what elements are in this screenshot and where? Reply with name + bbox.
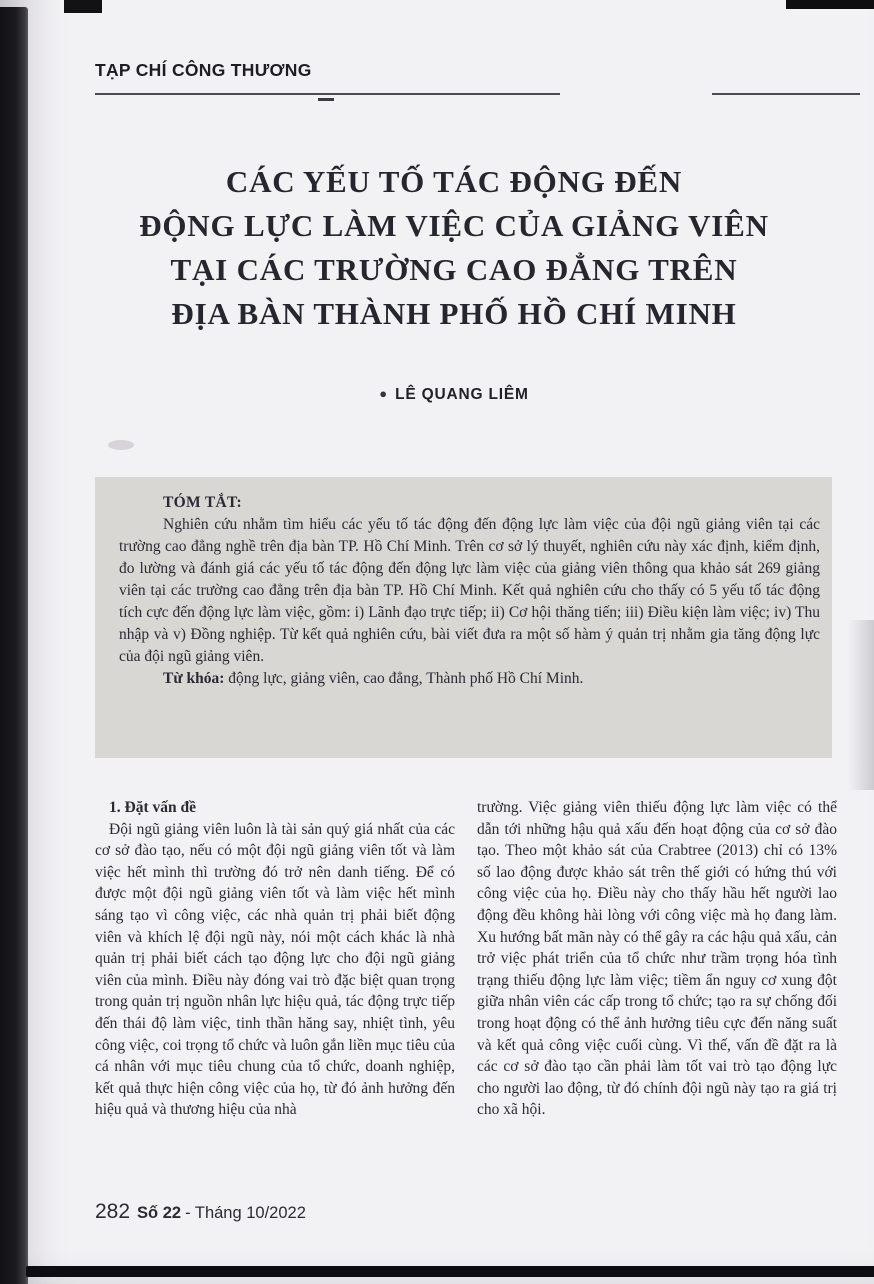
keywords-text: động lực, giảng viên, cao đẳng, Thành phố Hồ Chí Minh.: [224, 670, 584, 687]
journal-name: TẠP CHÍ CÔNG THƯƠNG: [95, 60, 312, 80]
header-rule-left: [95, 93, 560, 95]
author-name: LÊ QUANG LIÊM: [395, 386, 529, 403]
article-title-line-2: ĐỘNG LỰC LÀM VIỆC CỦA GIẢNG VIÊN: [139, 208, 769, 243]
abstract-keywords-line: [119, 668, 820, 690]
article-title: [62, 160, 846, 336]
body-column-left: [95, 797, 455, 1121]
header-rule-dash: [318, 98, 334, 101]
scan-smudge-right: [848, 620, 874, 790]
section-1-heading: 1. Đặt vấn đề: [109, 799, 196, 816]
scan-artifact-top-right: [786, 0, 874, 9]
body-paragraph-right: trường. Việc giảng viên thiếu động lực làm việc có thể dẫn tới những hậu quả xấu đến hoạt động của cơ sở đào tạo. Theo một khảo sát của Crabtree (2013) chỉ có 13% số lao động được khảo sát trên thế giới có hứng thú với công việc của họ. Điều này cho thấy hầu hết người lao động đều không hài lòng với công việc mà họ đang làm. Xu hướng bất mãn này có thể gây ra các hậu quả xấu, cản trở việc phát triển của tổ chức như trầm trọng hóa tình trạng thiếu động lực làm việc; tiềm ẩn nguy cơ xung đột giữa nhân viên các cấp trong tổ chức; tạo ra sự chống đối trong hoạt động có thể ảnh hưởng tiêu cực đến năng suất và kết quả công việc cuối cùng. Vì thế, vấn đề đặt ra là các cơ sở đào tạo cần phải làm tốt vai trò tạo động lực cho người lao động, từ đó chính đội ngũ này tạo ra giá trị cho xã hội.: [477, 799, 837, 1119]
page-number: 282: [95, 1200, 131, 1223]
article-title-line-4: ĐỊA BÀN THÀNH PHỐ HỒ CHÍ MINH: [171, 296, 737, 331]
scan-artifact-bottom-bar: [26, 1266, 874, 1277]
header-rule-right: [712, 93, 860, 95]
abstract-box: [95, 477, 832, 758]
abstract-heading: TÓM TẮT:: [163, 494, 242, 511]
body-paragraph-left: Đội ngũ giảng viên luôn là tài sản quý giá nhất của các cơ sở đào tạo, nếu có một đội ngũ giảng viên tốt và làm việc hết mình thì trường đó trở nên danh tiếng. Để có được một đội ngũ giảng viên tốt và làm việc hết mình sáng tạo vì công việc, các nhà quản trị phải biết động viên và khích lệ đội ngũ này, nói một cách khác là nhà quản trị phải biết cách tạo động lực cho đội ngũ giảng viên của mình. Điều này đóng vai trò đặc biệt quan trọng trong quản trị nguồn nhân lực hiệu quả, tác động trực tiếp đến thái độ làm việc, tinh thần hăng say, nhiệt tình, yêu công việc, coi trọng tổ chức và luôn gắn liền mục tiêu của cá nhân với mục tiêu chung của tổ chức, doanh nghiệp, kết quả thực hiện công việc của họ, từ đó ảnh hưởng đến hiệu quả và thương hiệu của nhà: [95, 820, 455, 1119]
scan-artifact-top-left: [64, 0, 102, 13]
keywords-label: Từ khóa:: [163, 670, 225, 687]
book-spine-edge: [0, 7, 28, 1284]
author-row: [62, 386, 846, 404]
article-title-line-3: TẠI CÁC TRƯỜNG CAO ĐẲNG TRÊN: [170, 252, 738, 287]
author-bullet-icon: ●: [379, 386, 388, 401]
page-footer: [95, 1200, 306, 1224]
article-body: [95, 797, 838, 1121]
issue-label: Số 22: [137, 1204, 182, 1222]
article-title-line-1: CÁC YẾU TỐ TÁC ĐỘNG ĐẾN: [225, 164, 683, 199]
issue-date: - Tháng 10/2022: [185, 1204, 306, 1222]
body-column-right: [477, 797, 837, 1121]
scan-smudge-small: [108, 440, 134, 450]
abstract-body: Nghiên cứu nhằm tìm hiểu các yếu tố tác động đến động lực làm việc của đội ngũ giảng viên tại các trường cao đẳng nghề trên địa bàn TP. Hồ Chí Minh. Trên cơ sở lý thuyết, nghiên cứu này xác định, kiểm định, đo lường và đánh giá các yếu tố tác động đến động lực làm việc của giảng viên thông qua khảo sát 269 giảng viên tại các trường cao đẳng trên địa bàn TP. Hồ Chí Minh. Kết quả nghiên cứu cho thấy có 5 yếu tố tác động tích cực đến động lực làm việc, gồm: i) Lãnh đạo trực tiếp; ii) Cơ hội thăng tiến; iii) Điều kiện làm việc; iv) Thu nhập và v) Đồng nghiệp. Từ kết quả nghiên cứu, bài viết đưa ra một số hàm ý quản trị nhằm gia tăng động lực của đội ngũ giảng viên.: [119, 516, 820, 665]
